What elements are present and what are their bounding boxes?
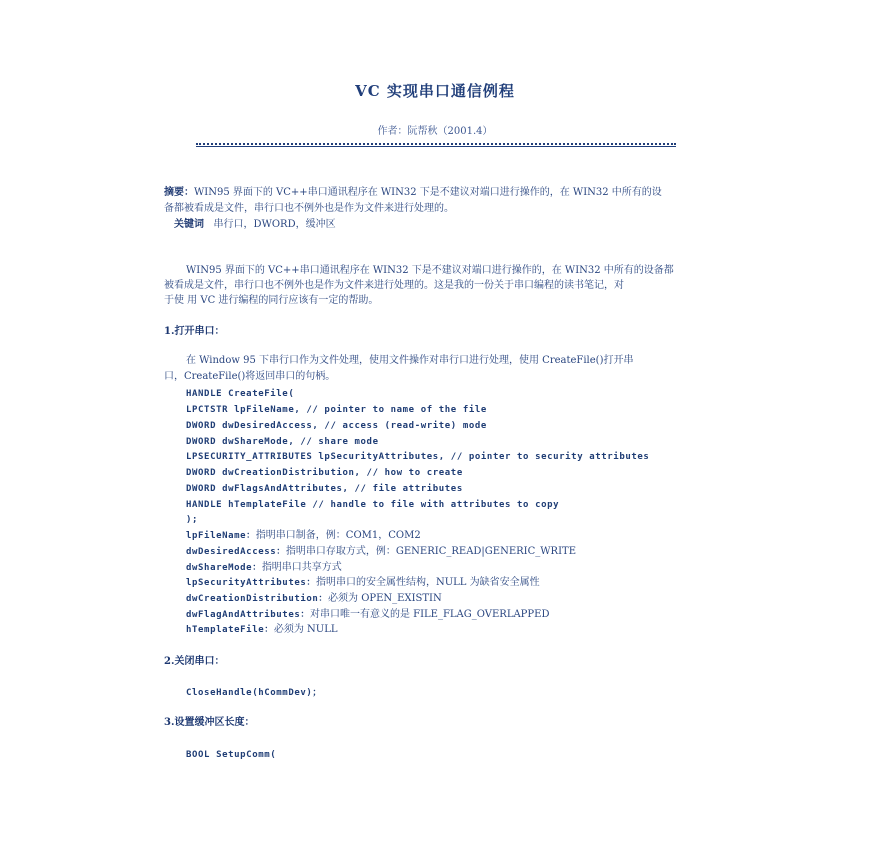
section-1-para-2: 口，CreateFile()将返回串口的句柄。: [164, 371, 336, 382]
intro-line-3: 于使 用 VC 进行编程的同行应该有一定的帮助。: [164, 295, 379, 306]
code-line: DWORD dwDesiredAccess, // access (read-write) mode: [186, 421, 487, 431]
code-line: DWORD dwCreationDistribution, // how to create: [186, 468, 463, 478]
param-desc: 指明串口的安全属性结构，NULL 为缺省安全属性: [315, 577, 540, 588]
abstract-line-1: [164, 187, 662, 199]
keywords-label: 关键词: [174, 219, 204, 230]
code-line: LPCTSTR lpFileName, // pointer to name of the file: [186, 405, 487, 415]
keywords-value: 串行口，DWORD，缓冲区: [213, 219, 336, 230]
abstract-text-1: WIN95 界面下的 VC++串口通讯程序在 WIN32 下是不建议对端口进行操作的，在 WIN32 中所有的设: [194, 187, 662, 198]
param-name: dwDesiredAccess：: [186, 547, 286, 557]
code-line: );: [186, 515, 199, 525]
abstract-label: 摘要：: [164, 187, 194, 198]
code-line: DWORD dwShareMode, // share mode: [186, 437, 379, 447]
param-name: hTemplateFile：: [186, 625, 274, 635]
author-line: 作者：阮帮秋（2001.4）: [377, 126, 493, 137]
param-name: dwCreationDistribution：: [186, 594, 329, 604]
section-2-code: CloseHandle(hCommDev)；: [186, 688, 322, 698]
title-divider: [196, 143, 676, 147]
param-desc: 指明串口制备，例：COM1，COM2: [255, 530, 421, 541]
param-row: [186, 624, 337, 636]
param-desc: 指明串口存取方式，例：GENERIC_READ|GENERIC_WRITE: [285, 546, 576, 557]
param-row: [186, 609, 549, 621]
param-name: dwFlagAndAttributes：: [186, 610, 310, 620]
code-line: HANDLE hTemplateFile // handle to file with attributes to copy: [186, 500, 560, 510]
intro-line-1: WIN95 界面下的 VC++串口通讯程序在 WIN32 下是不建议对端口进行操作的，在 WIN32 中所有的设备都: [186, 265, 674, 276]
keywords-line: [174, 219, 336, 231]
param-row: [186, 530, 421, 542]
section-1-heading: 1.打开串口：: [164, 326, 225, 337]
section-3-heading: 3.设置缓冲区长度：: [164, 717, 255, 728]
section-3-code: BOOL SetupComm(: [186, 750, 277, 760]
param-desc: 对串口唯一有意义的是 FILE_FLAG_OVERLAPPED: [309, 609, 550, 620]
param-row: [186, 546, 576, 558]
param-row: [186, 562, 342, 574]
param-row: [186, 577, 540, 589]
document-title: VC 实现串口通信例程: [355, 82, 515, 100]
section-2-heading: 2.关闭串口：: [164, 656, 225, 667]
code-line: HANDLE CreateFile(: [186, 389, 295, 399]
param-name: dwShareMode：: [186, 563, 262, 573]
abstract-line-2: 备都被看成是文件，串行口也不例外也是作为文件来进行处理的。: [164, 203, 454, 214]
param-desc: 指明串口共享方式: [261, 562, 342, 573]
param-desc: 必须为 OPEN_EXISTIN: [328, 593, 442, 604]
param-desc: 必须为 NULL: [273, 624, 338, 635]
code-line: DWORD dwFlagsAndAttributes, // file attributes: [186, 484, 463, 494]
param-row: [186, 593, 442, 605]
code-line: LPSECURITY_ATTRIBUTES lpSecurityAttributes, // pointer to security attributes: [186, 452, 650, 462]
section-1-para-1: 在 Window 95 下串行口作为文件处理，使用文件操作对串行口进行处理，使用 CreateFile()打开串: [186, 355, 634, 366]
intro-line-2: 被看成是文件，串行口也不例外也是作为文件来进行处理的。这是我的一份关于串口编程的读书笔记，对: [164, 280, 624, 291]
param-name: lpSecurityAttributes：: [186, 578, 316, 588]
param-name: lpFileName：: [186, 531, 256, 541]
